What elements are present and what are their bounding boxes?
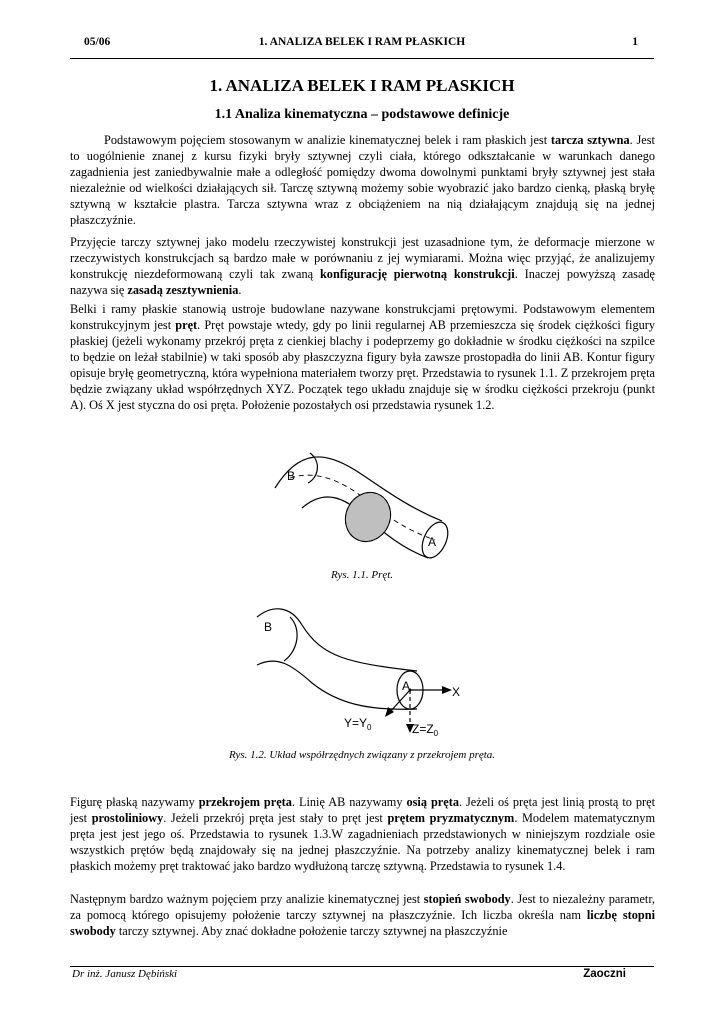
fig2-label-y: $Y=Y_0$ [344, 716, 372, 732]
paragraph-1 [70, 132, 655, 228]
rod2-outline-top [257, 609, 417, 671]
header-title: 1. ANALIZA BELEK I RAM PŁASKICH [258, 36, 466, 48]
bold-term: liczbę stopni swobody [70, 908, 655, 938]
bold-term: stopień swobody [423, 892, 511, 906]
bold-term: prętem pryzmatycznym [387, 811, 515, 825]
text-run: . Jest to niezależny parametr, za pomocą którego opisujemy położenie tarczy sztywnej na płaszczyźnie. Ich liczba określa nam [70, 892, 655, 922]
text-run: . Linię AB nazywamy [291, 795, 407, 809]
footer-author: Dr inż. Janusz Dębiński [72, 968, 178, 980]
section-title: 1.1 Analiza kinematyczna – podstawowe definicje [214, 107, 510, 122]
bold-term: pręt [175, 318, 198, 332]
figure-1-caption: Rys. 1.1. Pręt. [330, 569, 394, 581]
text-run: Belki i ramy płaskie stanowią ustroje budowlane nazywane konstrukcjami prętowymi. Podstawowym elementem konstrukcyjnym jest [70, 302, 655, 332]
text-run: . Jeżeli oś pręta jest linią prostą to pręt jest [70, 795, 655, 825]
header-page-number: 1 [632, 36, 638, 48]
paragraph-5 [70, 891, 655, 939]
page-header [70, 36, 654, 56]
footer-mode: Zaoczni [583, 968, 626, 980]
fig1-label-b: B [287, 469, 296, 483]
bold-term: zasadą zesztywnienia [127, 283, 239, 297]
fig1-label-a: A [428, 535, 437, 549]
fig2-label-z: $Z=Z_0$ [412, 722, 439, 738]
paragraph-4 [70, 794, 655, 874]
text-run: . Pręt powstaje wtedy, gdy po linii regularnej AB przemieszcza się środek ciężkości figury płaskiej (jeżeli wykonamy przekrój pręta z cienkiej blachy i podeprzemy go dokładnie w środku ciężkości na szpilce to będzie on leżał stabilnie) w taki sposób aby płaszczyzna figury była zawsze prostopadła do linii AB. Kontur figury opisuje bryłę geometryczną, która wypełniona materiałem tworzy pręt. Przedstawia to rysunek 1.1. Z przekrojem pręta będzie związany układ współrzędnych XYZ. Początek tego układu znajduje się w środku ciężkości przekroju (punkt A). Oś X jest styczna do osi pręta. Położenie pozostałych osi przedstawia rysunek 1.2. [70, 318, 655, 412]
bold-term: osią pręta [406, 795, 459, 809]
text-run: Figurę płaską nazywamy [70, 795, 199, 809]
text-run: . Jeżeli przekrój pręta jest stały to pręt jest [163, 811, 388, 825]
bold-term: konfigurację pierwotną konstrukcji [319, 267, 515, 281]
cross-section-shape [337, 485, 398, 549]
chapter-title: 1. ANALIZA BELEK I RAM PŁASKICH [209, 76, 515, 95]
rod2-end-b [284, 617, 297, 661]
bold-term: tarcza sztywna [550, 133, 630, 147]
axis-x-arrow [442, 686, 452, 694]
text-run: . Inaczej powyższą zasadę nazywa się [70, 267, 656, 297]
figure-2-coordinate-system [252, 605, 482, 740]
paragraph-2 [70, 234, 655, 298]
paragraph-3 [70, 301, 655, 413]
fig2-label-a: A [402, 679, 411, 693]
text-run: . [238, 283, 242, 297]
figure-1-rod [270, 448, 460, 566]
text-run: . Modelem matematycznym pręta jest jest jego oś. Przedstawia to rysunek 1.3.W zagadnieniach przedstawionych w niniejszym rozdziale osie wszystkich prętów będą znajdowały się na jednej płaszczyźnie. Na potrzeby analizy kinematycznej belek i ram płaskich możemy pręt traktować jako bardzo wydłużoną tarczę sztywną. Przedstawia to rysunek 1.4. [70, 811, 656, 873]
figure-2-caption: Rys. 1.2. Układ współrzędnych związany z przekrojem pręta. [228, 749, 496, 761]
fig2-label-b: B [264, 620, 273, 634]
text-run: Podstawowym pojęciem stosowanym w analizie kinematycznej belek i ram płaskich jest [104, 133, 551, 147]
fig2-label-x: X [452, 685, 461, 699]
footer-rule [70, 966, 654, 967]
text-run: tarczy sztywnej. Aby znać dokładne położenie tarczy sztywnej na płaszczyźnie [115, 924, 508, 938]
text-run: Następnym bardzo ważnym pojęciem przy analizie kinematycznej jest [70, 892, 424, 906]
bold-term: przekrojem pręta [198, 795, 292, 809]
header-date: 05/06 [84, 36, 111, 48]
text-run: . Jest to uogólnienie znanej z kursu fizyki bryły sztywnej czyli ciała, którego odkształcanie w warunkach danego zagadnienia jest zaniedbywalnie małe a odległość pomiędzy dwoma dowolnymi punktami bryły sztywnej jest stała niezależnie od wielkości działających sił. Tarczę sztywną możemy sobie wyobrazić jako bardzo cienką, płaską bryłę sztywną w kształcie plastra. Tarcza sztywna wraz z obciążeniem na nią działającym znajdują się na jednej płaszczyźnie. [70, 133, 655, 227]
header-rule [70, 58, 654, 59]
bold-term: prostoliniowy [91, 811, 164, 825]
text-run: Przyjęcie tarczy sztywnej jako modelu rzeczywistej konstrukcji jest uzasadnione tym, że deformacje mierzone w rzeczywistych konstrukcjach są bardzo małe w porównaniu z jej wymiarami. Można więc przyjąć, że analizujemy konstrukcję niezdeformowaną czyli tak zwaną [70, 235, 655, 281]
